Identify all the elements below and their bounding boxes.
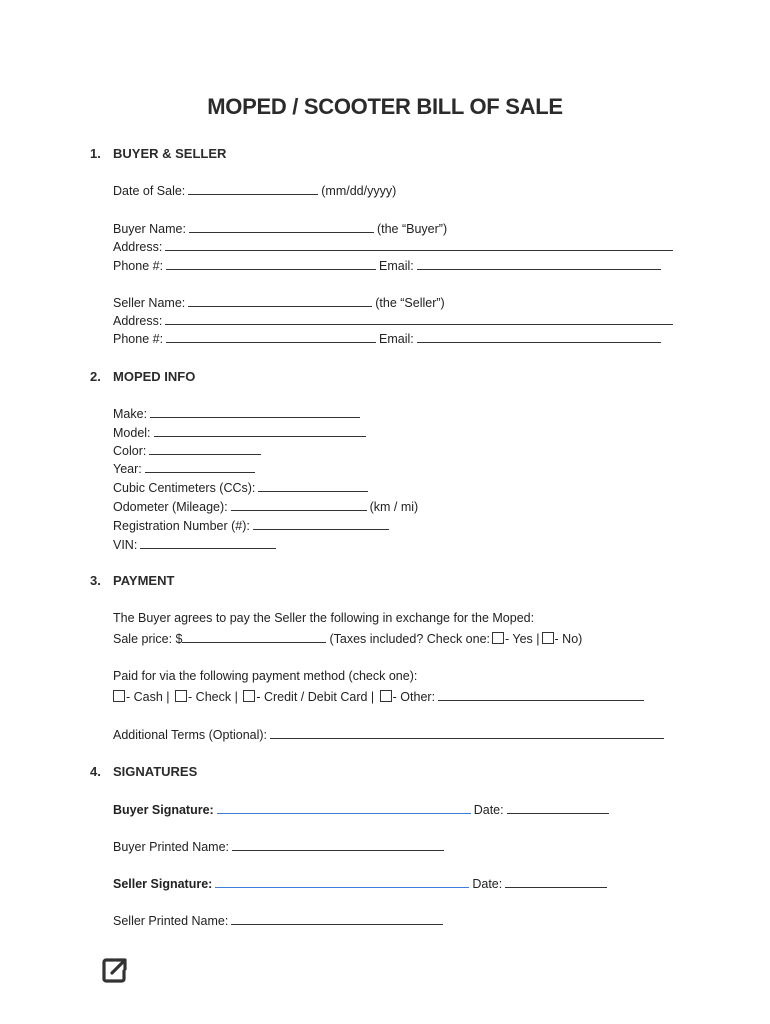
odometer-row <box>113 498 418 515</box>
other-label: - Other: <box>392 690 436 704</box>
vin-label: VIN: <box>113 538 138 552</box>
section-title: BUYER & SELLER <box>113 146 227 161</box>
section-number: 1. <box>90 146 101 161</box>
seller-name-field[interactable] <box>188 294 372 307</box>
buyer-phone-label: Phone #: <box>113 259 164 273</box>
buyer-tag: (the “Buyer”) <box>376 222 448 236</box>
vin-field[interactable] <box>140 536 276 549</box>
section-3-heading <box>90 573 174 588</box>
check-checkbox[interactable] <box>175 690 187 702</box>
buyer-date-field[interactable] <box>507 801 609 814</box>
seller-contact-row <box>113 330 664 347</box>
section-title: MOPED INFO <box>113 369 196 384</box>
color-field[interactable] <box>149 442 261 455</box>
seller-email-label: Email: <box>379 332 414 346</box>
seller-email-field[interactable] <box>417 330 661 343</box>
section-number: 4. <box>90 764 101 779</box>
additional-terms-field[interactable] <box>270 726 664 739</box>
registration-row <box>113 517 392 534</box>
check-label: - Check | <box>188 690 238 704</box>
credit-label: - Credit / Debit Card | <box>256 690 375 704</box>
vin-row <box>113 536 279 553</box>
sale-price-label: Sale price: $ <box>113 632 183 646</box>
document-title: MOPED / SCOOTER BILL OF SALE <box>207 94 563 119</box>
buyer-printed-row <box>113 838 447 855</box>
seller-signature-label: Seller Signature: <box>113 877 213 891</box>
ccs-field[interactable] <box>258 479 368 492</box>
seller-address-row <box>113 312 676 329</box>
seller-phone-field[interactable] <box>166 330 376 343</box>
document-arrow-icon <box>100 955 130 985</box>
year-row <box>113 460 258 477</box>
seller-signature-row <box>113 875 610 892</box>
payment-method-row <box>113 688 647 705</box>
make-row <box>113 405 363 422</box>
color-label: Color: <box>113 444 147 458</box>
cash-checkbox[interactable] <box>113 690 125 702</box>
seller-printed-field[interactable] <box>231 912 443 925</box>
date-of-sale-label: Date of Sale: <box>113 184 186 198</box>
model-row <box>113 424 369 441</box>
ccs-label: Cubic Centimeters (CCs): <box>113 481 256 495</box>
taxes-yes-checkbox[interactable] <box>492 632 504 644</box>
buyer-name-label: Buyer Name: <box>113 222 186 236</box>
registration-field[interactable] <box>253 517 389 530</box>
section-title: PAYMENT <box>113 573 175 588</box>
seller-name-row <box>113 294 445 311</box>
buyer-printed-label: Buyer Printed Name: <box>113 840 230 854</box>
seller-tag: (the “Seller”) <box>375 296 445 310</box>
seller-signature-field[interactable] <box>215 875 469 888</box>
credit-checkbox[interactable] <box>243 690 255 702</box>
section-4-heading <box>90 764 197 779</box>
section-title: SIGNATURES <box>113 764 198 779</box>
buyer-phone-field[interactable] <box>166 257 376 270</box>
registration-label: Registration Number (#): <box>113 519 250 533</box>
make-label: Make: <box>113 407 148 421</box>
payment-agreement-text: The Buyer agrees to pay the Seller the following in exchange for the Moped: <box>113 611 535 625</box>
sale-price-field[interactable] <box>182 630 326 643</box>
seller-address-label: Address: <box>113 314 163 328</box>
taxes-no-checkbox[interactable] <box>542 632 554 644</box>
buyer-email-label: Email: <box>379 259 414 273</box>
date-of-sale-field[interactable] <box>188 182 318 195</box>
buyer-name-field[interactable] <box>189 220 374 233</box>
seller-printed-label: Seller Printed Name: <box>113 914 229 928</box>
taxes-yes-label: - Yes | <box>505 632 540 646</box>
date-of-sale-row <box>113 182 396 199</box>
section-number: 3. <box>90 573 101 588</box>
seller-address-field[interactable] <box>165 312 673 325</box>
seller-printed-row <box>113 912 446 929</box>
odometer-label: Odometer (Mileage): <box>113 500 228 514</box>
buyer-address-label: Address: <box>113 240 163 254</box>
sale-price-row <box>113 630 582 647</box>
year-label: Year: <box>113 462 142 476</box>
ccs-row <box>113 479 371 496</box>
additional-terms-label: Additional Terms (Optional): <box>113 728 268 742</box>
additional-terms-row <box>113 726 667 743</box>
model-field[interactable] <box>154 424 366 437</box>
seller-date-field[interactable] <box>505 875 607 888</box>
seller-date-label: Date: <box>472 877 503 891</box>
make-field[interactable] <box>150 405 360 418</box>
payment-method-text: Paid for via the following payment method (check one): <box>113 669 418 683</box>
buyer-signature-row <box>113 801 612 818</box>
other-checkbox[interactable] <box>380 690 392 702</box>
section-1-heading <box>90 146 226 161</box>
cash-label: - Cash | <box>126 690 170 704</box>
buyer-printed-field[interactable] <box>232 838 444 851</box>
buyer-date-label: Date: <box>473 803 504 817</box>
section-number: 2. <box>90 369 101 384</box>
buyer-email-field[interactable] <box>417 257 661 270</box>
model-label: Model: <box>113 426 151 440</box>
buyer-signature-field[interactable] <box>217 801 471 814</box>
taxes-no-label: - No) <box>554 632 583 646</box>
date-format-hint: (mm/dd/yyyy) <box>321 184 397 198</box>
seller-phone-label: Phone #: <box>113 332 164 346</box>
odometer-field[interactable] <box>231 498 367 511</box>
year-field[interactable] <box>145 460 255 473</box>
buyer-contact-row <box>113 257 664 274</box>
color-row <box>113 442 264 459</box>
section-2-heading <box>90 369 195 384</box>
seller-name-label: Seller Name: <box>113 296 186 310</box>
taxes-question: (Taxes included? Check one: <box>329 632 490 646</box>
buyer-address-row <box>113 238 676 255</box>
odometer-unit: (km / mi) <box>369 500 419 514</box>
buyer-name-row <box>113 220 447 237</box>
buyer-address-field[interactable] <box>165 238 673 251</box>
other-method-field[interactable] <box>438 688 644 701</box>
buyer-signature-label: Buyer Signature: <box>113 803 214 817</box>
